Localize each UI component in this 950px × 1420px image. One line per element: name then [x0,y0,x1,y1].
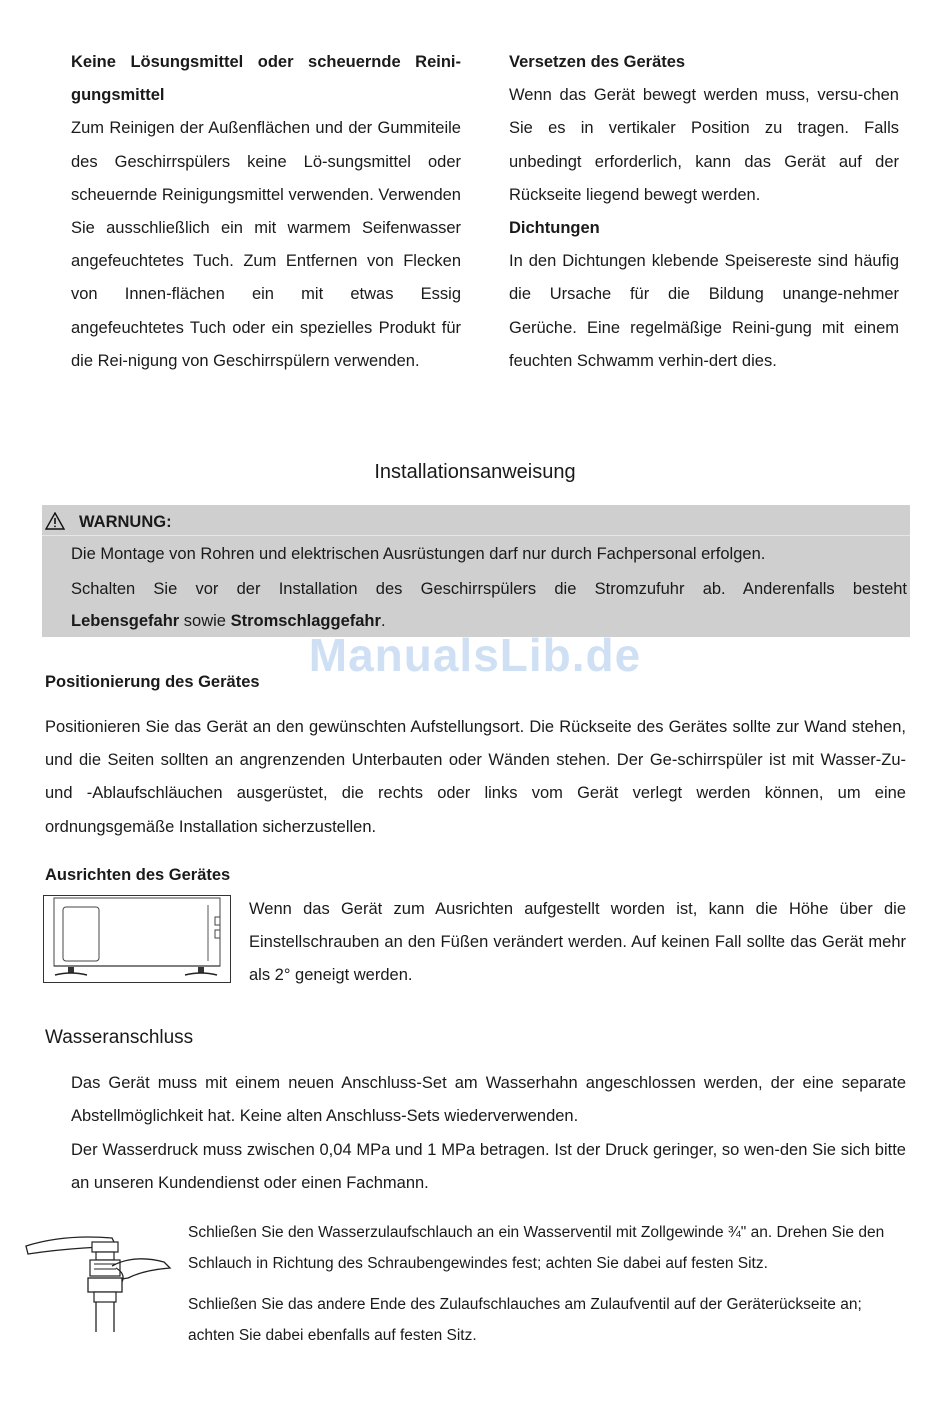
water-step-1: Schließen Sie den Wasserzulaufschlauch an ein Wasserventil mit Zollgewinde ¾" an. Drehen Sie den Schlauch in Richtung des Schraubengewindes fest; achten Sie dabei auf festen Sitz. [188,1224,885,1272]
warning-line-1: Die Montage von Rohren und elektrischen Ausrüstungen darf nur durch Fachpersonal erfolgen. [71,545,766,563]
right-column [509,46,899,378]
section-heading-moving: Versetzen des Gerätes [509,53,686,71]
leveling-text: Wenn das Gerät zum Ausrichten aufgestellt worden ist, kann die Höhe über die Einstellschrauben an den Füßen verändert werden. Auf keinen Fall sollte das Gerät mehr als 2° geneigt werden. [249,900,906,985]
water-step-2: Schließen Sie das andere Ende des Zulaufschlauches am Zulaufventil auf der Geräterückseite an; achten Sie dabei ebenfalls auf festen Sitz. [188,1296,862,1344]
positioning-text: Positionieren Sie das Gerät an den gewünschten Aufstellungsort. Die Rückseite des Gerätes sollte zur Wand stehen, und die Seiten sollten an angrenzenden Unterbauten oder Wänden stehen. Der Ge-schirrspüler ist mit Wasser-Zu- und -Ablaufschläuchen ausgerüstet, die rechts oder links vom Gerät verlegt werden können, um eine ordnungsgemäße Installation sicherzustellen. [45,718,906,836]
water-heading: Wasseranschluss [45,1027,194,1048]
section-heading-no-solvents-cont: gungsmittel [71,86,165,105]
warning-box [42,505,910,637]
seals-text: In den Dichtungen klebende Speisereste sind häufig die Ursache für die Bildung unange-nehmer Gerüche. Eine regelmäßige Reini-gung mit einem feuchten Schwamm verhin-dert dies. [509,252,899,370]
moving-text: Wenn das Gerät bewegt werden muss, versu-chen Sie es in vertikaler Position zu tragen. Falls unbedingt erforderlich, kann das Gerät auf der Rückseite liegend bewegt werden. [509,86,899,204]
warning-label: WARNUNG: [79,513,172,531]
no-solvents-text: Zum Reinigen der Außenflächen und der Gummiteile des Geschirrspülers keine Lö-sungsmittel oder scheuernde Reinigungsmittel verwenden. Verwenden Sie ausschließlich ein mit warmem Seifenwasser angefeuchtetes Tuch. Zum Entfernen von Flecken von Innen-flächen ein mit etwas Essig angefeuchtetes Tuch oder ein spezielles Produkt für die Rei-nigung von Geschirrspülern verwenden. [71,119,461,370]
water-text-1: Das Gerät muss mit einem neuen Anschluss-Set am Wasserhahn angeschlossen werden, der eine separate Abstellmöglichkeit hat. Keine alten Anschluss-Sets wiederverwenden. [71,1074,906,1126]
warning-and: sowie [179,612,231,630]
positioning-heading: Positionierung des Gerätes [45,673,260,691]
warning-line-2: Schalten Sie vor der Installation des Geschirrspülers die Stromzufuhr ab. Anderenfalls besteht [71,580,907,598]
left-column [71,46,461,378]
dishwasher-leveling-feet-illustration [43,895,231,983]
faucet-hose-connection-illustration [24,1232,174,1334]
warning-triangle-icon [45,512,65,535]
water-text-2: Der Wasserdruck muss zwischen 0,04 MPa und 1 MPa betragen. Ist der Druck geringer, so wen-den Sie sich bitte an unseren Kundendienst oder einen Fachmann. [71,1141,906,1193]
section-heading-seals: Dichtungen [509,219,600,238]
warning-period: . [380,612,386,630]
page-title: Installationsanweisung [374,461,576,483]
section-heading-no-solvents: Keine Lösungsmittel oder scheuernde Reini- [71,53,461,71]
warning-life-danger: Lebensgefahr [71,612,180,630]
watermark: ManualsLib.de [308,629,642,681]
warning-shock-danger: Stromschlaggefahr [230,612,381,630]
leveling-heading: Ausrichten des Gerätes [45,866,231,884]
